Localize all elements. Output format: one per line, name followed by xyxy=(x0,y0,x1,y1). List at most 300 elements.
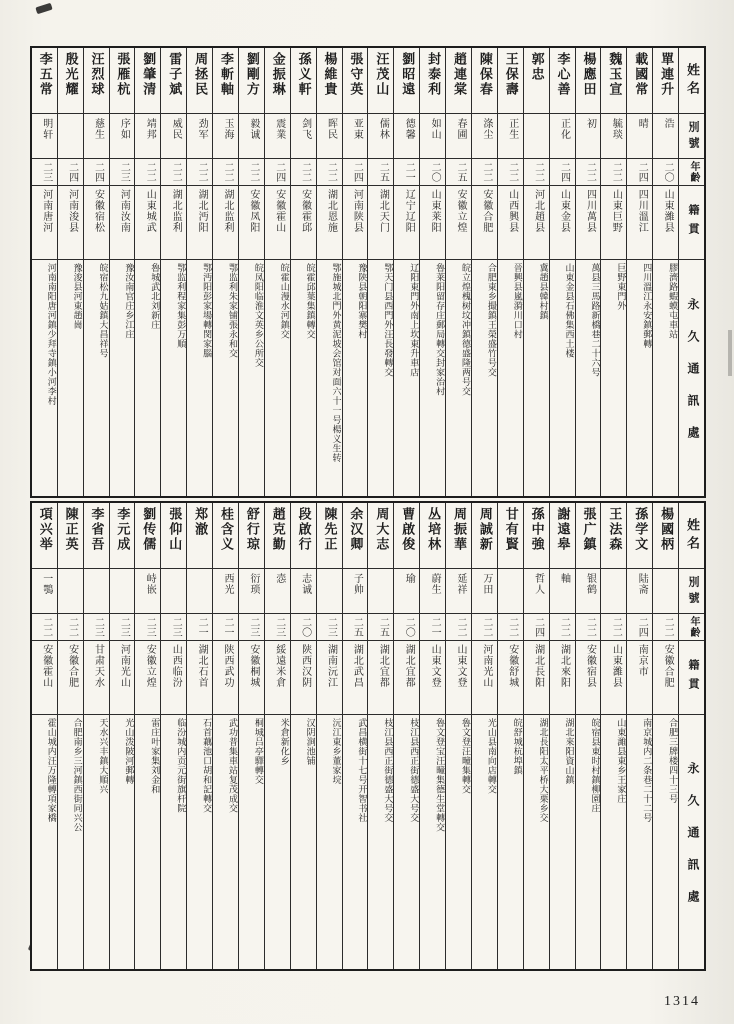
entry-name: 謝遠皋 xyxy=(555,507,571,552)
entry-age: 二四 xyxy=(627,613,652,640)
entry-origin: 湖北宜都 xyxy=(368,640,393,714)
header-label-origin: 籍貫 xyxy=(679,185,704,259)
entry-column xyxy=(575,48,601,496)
entry-alias: 蔚生 xyxy=(420,568,445,613)
entry-origin: 湖南沅江 xyxy=(317,640,342,714)
entry-column xyxy=(109,503,135,969)
entry-age: 二〇 xyxy=(394,613,419,640)
entry-origin: 安徽霍邱 xyxy=(291,185,316,259)
entry-age: 二三 xyxy=(239,613,264,640)
entry-origin: 湖北武昌 xyxy=(343,640,368,714)
entry-name: 余汉卿 xyxy=(348,507,364,552)
entry-name: 李省吾 xyxy=(89,507,105,552)
entry-origin: 湖北長阳 xyxy=(524,640,549,714)
entry-origin: 綏遠米倉 xyxy=(265,640,290,714)
entry-alias: 慈生 xyxy=(84,113,109,158)
entry-column xyxy=(316,48,342,496)
entry-age: 二五 xyxy=(446,158,471,185)
entry-age: 二二 xyxy=(32,613,57,640)
entry-origin: 安徽霍山 xyxy=(32,640,57,714)
entry-alias: 威民 xyxy=(161,113,186,158)
entry-age: 二三 xyxy=(265,613,290,640)
entry-alias: 银鹤 xyxy=(576,568,601,613)
entry-column xyxy=(471,48,497,496)
entry-address: 湖北來阳資山鎮 xyxy=(550,714,575,969)
entry-alias xyxy=(498,568,523,613)
entry-age: 二一 xyxy=(187,613,212,640)
entry-age: 二三 xyxy=(32,158,57,185)
entry-address: 皖霍山漫水河鎮交 xyxy=(265,259,290,496)
entry-age: 二二 xyxy=(576,613,601,640)
entry-alias: 子帅 xyxy=(343,568,368,613)
entry-origin: 安徽凤阳 xyxy=(239,185,264,259)
header-label-alias: 別號 xyxy=(679,568,704,613)
entry-column xyxy=(32,503,57,969)
entry-name: 李斬軸 xyxy=(218,52,234,97)
entry-origin: 安徽舒城 xyxy=(498,640,523,714)
entry-name: 楊維貴 xyxy=(322,52,338,97)
entry-alias: 剑飞 xyxy=(291,113,316,158)
entry-address: 皖宿松九姑鎮大昌祥号 xyxy=(84,259,109,496)
entry-name: 雷子斌 xyxy=(167,52,183,97)
entry-origin: 湖北石首 xyxy=(187,640,212,714)
entry-origin: 河北趙县 xyxy=(524,185,549,259)
entry-column xyxy=(290,503,316,969)
entry-age: 二四 xyxy=(627,158,652,185)
entry-address: 辽阳東門外南上坎東升車店 xyxy=(394,259,419,496)
header-label-address: 永久通訊處 xyxy=(679,259,704,496)
header-label-age: 年齡 xyxy=(679,158,704,185)
entry-age: 二五 xyxy=(368,613,393,640)
entry-column xyxy=(83,48,109,496)
entry-origin: 南京市 xyxy=(627,640,652,714)
entry-origin: 安徽合肥 xyxy=(472,185,497,259)
entry-name: 楊應田 xyxy=(581,52,597,97)
entry-column xyxy=(419,48,445,496)
entry-alias xyxy=(653,568,678,613)
entry-column xyxy=(652,503,678,969)
entry-age: 二二 xyxy=(498,613,523,640)
entry-address: 南京城内二条巷二十二号 xyxy=(627,714,652,969)
entry-column xyxy=(160,503,186,969)
entry-address: 石首藕池口胡和記轉交 xyxy=(187,714,212,969)
entry-alias: 初 xyxy=(576,113,601,158)
entry-age: 二二 xyxy=(524,158,549,185)
entry-address: 鄂天门县西門外汪長發轉交 xyxy=(368,259,393,496)
entry-origin: 湖北恩施 xyxy=(317,185,342,259)
entry-age: 二四 xyxy=(84,158,109,185)
entry-name: 劉传儒 xyxy=(141,507,157,552)
entry-age: 二二 xyxy=(291,158,316,185)
entry-name: 張广鎮 xyxy=(581,507,597,552)
entry-age: 二二 xyxy=(239,158,264,185)
entry-alias: 毅诚 xyxy=(239,113,264,158)
entry-address: 冀趙县韓村鎮 xyxy=(524,259,549,496)
entry-name: 李心善 xyxy=(555,52,571,97)
entry-address: 鄂沔阳彭家場轉閔家腦 xyxy=(187,259,212,496)
entry-alias: 西光 xyxy=(213,568,238,613)
entry-address: 魯城武北刘新庄 xyxy=(135,259,160,496)
entry-address: 皖舒城杭埠鎮 xyxy=(498,714,523,969)
entry-origin: 陕西汉阴 xyxy=(291,640,316,714)
entry-age: 二三 xyxy=(317,613,342,640)
entry-name: 周大志 xyxy=(374,507,390,552)
entry-origin: 安徽桐城 xyxy=(239,640,264,714)
entry-address: 皖宿县東时村鎮柳園庄 xyxy=(576,714,601,969)
entry-age: 二一 xyxy=(420,613,445,640)
entry-name: 陳正英 xyxy=(63,507,79,552)
entry-alias: 如山 xyxy=(420,113,445,158)
entry-origin: 湖北天门 xyxy=(368,185,393,259)
entry-origin: 安徽立煌 xyxy=(135,640,160,714)
entry-name: 王保壽 xyxy=(503,52,519,97)
directory-table-bottom xyxy=(30,501,706,971)
entry-address: 皖立煌槐树坟冲鎮德盛隆两号交 xyxy=(446,259,471,496)
entry-origin: 湖北监利 xyxy=(161,185,186,259)
entry-address: 汉阴涧池铺 xyxy=(291,714,316,969)
entry-age: 二三 xyxy=(110,613,135,640)
entry-name: 汪烈球 xyxy=(89,52,105,97)
entry-name: 曹啟俊 xyxy=(400,507,416,552)
entry-name: 李元成 xyxy=(115,507,131,552)
entry-column xyxy=(342,503,368,969)
entry-alias: 劲军 xyxy=(187,113,212,158)
entry-alias xyxy=(368,568,393,613)
entry-address: 合肥南乡三河鎮西街同兴公 xyxy=(58,714,83,969)
entry-column xyxy=(186,48,212,496)
entry-address: 枝江县西正街德盛大号交 xyxy=(394,714,419,969)
entry-origin: 河南光山 xyxy=(110,640,135,714)
entry-age: 二二 xyxy=(58,613,83,640)
entry-origin: 山東濰县 xyxy=(653,185,678,259)
entry-age: 二二 xyxy=(161,158,186,185)
entry-column xyxy=(57,503,83,969)
entry-origin: 山東文登 xyxy=(420,640,445,714)
entry-column xyxy=(134,503,160,969)
entry-alias: 正化 xyxy=(550,113,575,158)
entry-address: 光山县南向店轉交 xyxy=(472,714,497,969)
entry-alias: 涤尘 xyxy=(472,113,497,158)
entry-address: 皖霍邱葉集鎮轉交 xyxy=(291,259,316,496)
entry-address: 晉興县嵐漪川口村 xyxy=(498,259,523,496)
entry-column xyxy=(160,48,186,496)
entry-origin: 河南陕县 xyxy=(343,185,368,259)
entry-column xyxy=(134,48,160,496)
entry-address: 河南南阳唐河鎮少拜寺鎮小河李村 xyxy=(32,259,57,496)
entry-address: 沅江東乡董家垸 xyxy=(317,714,342,969)
entry-column xyxy=(83,503,109,969)
entry-name: 陳先正 xyxy=(322,507,338,552)
entry-age: 二一 xyxy=(213,613,238,640)
entry-origin: 山東濰县 xyxy=(601,640,626,714)
entry-origin: 山東金县 xyxy=(550,185,575,259)
entry-alias xyxy=(524,113,549,158)
entry-alias: 德馨 xyxy=(394,113,419,158)
entry-column xyxy=(600,48,626,496)
entry-name: 郑澈 xyxy=(193,507,209,537)
entry-address: 武昌横街十七号开智书社 xyxy=(343,714,368,969)
entry-column xyxy=(212,48,238,496)
entry-origin: 安徽宿县 xyxy=(576,640,601,714)
entry-origin: 山東城武 xyxy=(135,185,160,259)
entry-column xyxy=(342,48,368,496)
entry-address: 米倉新化乡 xyxy=(265,714,290,969)
entry-age: 二二 xyxy=(317,158,342,185)
entry-column xyxy=(393,503,419,969)
entry-column xyxy=(212,503,238,969)
entry-alias: 志诚 xyxy=(291,568,316,613)
entry-name: 趙連棠 xyxy=(451,52,467,97)
entry-name: 殷光耀 xyxy=(63,52,79,97)
entry-address: 山東濰县東乡王家庄 xyxy=(601,714,626,969)
entry-age: 二一 xyxy=(394,158,419,185)
entry-origin: 山西興县 xyxy=(498,185,523,259)
entry-alias xyxy=(317,568,342,613)
entry-age: 二四 xyxy=(343,158,368,185)
entry-alias: 悫 xyxy=(265,568,290,613)
entry-address: 武功普集車站复茂成交 xyxy=(213,714,238,969)
entry-column xyxy=(445,48,471,496)
entry-age: 二二 xyxy=(601,613,626,640)
header-column xyxy=(678,503,704,969)
entry-alias: 軸 xyxy=(550,568,575,613)
entry-alias xyxy=(58,113,83,158)
entry-address: 合肥東乡撮鎮王榮盛竹号交 xyxy=(472,259,497,496)
entry-address: 天水兴丰鎮大順兴 xyxy=(84,714,109,969)
entry-age: 二五 xyxy=(368,158,393,185)
entry-name: 趙克勤 xyxy=(270,507,286,552)
entry-age: 二四 xyxy=(550,158,575,185)
entry-name: 王法森 xyxy=(607,507,623,552)
entry-age: 二五 xyxy=(343,613,368,640)
entry-age: 二二 xyxy=(187,158,212,185)
entry-column xyxy=(238,48,264,496)
entry-age: 二二 xyxy=(446,613,471,640)
entry-origin: 河南汝南 xyxy=(110,185,135,259)
entry-origin: 河南唐河 xyxy=(32,185,57,259)
entry-column xyxy=(600,503,626,969)
entry-address: 雷庄叶家集刘金和 xyxy=(135,714,160,969)
entry-alias: 序如 xyxy=(110,113,135,158)
entry-name: 單連升 xyxy=(659,52,675,97)
entry-address: 合肥三牌楼四十三号 xyxy=(653,714,678,969)
entry-alias: 一鶚 xyxy=(32,568,57,613)
entry-address: 鄂施城北門外黄泥坡会馆对面六十一号楊义生转 xyxy=(317,259,342,496)
entry-name: 桂含义 xyxy=(218,507,234,552)
header-label-address: 永久通訊處 xyxy=(679,714,704,969)
entry-age: 二〇 xyxy=(291,613,316,640)
entry-alias: 万田 xyxy=(472,568,497,613)
entry-column xyxy=(186,503,212,969)
entry-origin: 安徽合肥 xyxy=(58,640,83,714)
entry-column xyxy=(652,48,678,496)
entry-name: 甘有賢 xyxy=(503,507,519,552)
entry-alias: 毓琰 xyxy=(601,113,626,158)
entry-alias: 明轩 xyxy=(32,113,57,158)
entry-column xyxy=(575,503,601,969)
entry-address: 鄂监利程家集彭万順 xyxy=(161,259,186,496)
entry-column xyxy=(626,503,652,969)
entry-origin: 湖北沔阳 xyxy=(187,185,212,259)
entry-name: 周拯民 xyxy=(193,52,209,97)
entry-column xyxy=(523,48,549,496)
entry-age: 二三 xyxy=(110,158,135,185)
entry-column xyxy=(316,503,342,969)
entry-name: 張雁杭 xyxy=(115,52,131,97)
directory-tables xyxy=(30,46,706,971)
entry-name: 載國常 xyxy=(633,52,649,97)
entry-alias: 亚東 xyxy=(343,113,368,158)
entry-name: 郭忠 xyxy=(529,52,545,82)
entry-origin: 四川溫江 xyxy=(627,185,652,259)
entry-column xyxy=(264,48,290,496)
entry-origin: 安徽合肥 xyxy=(653,640,678,714)
entry-name: 劉昭遠 xyxy=(400,52,416,97)
entry-age: 二二 xyxy=(576,158,601,185)
entry-address: 豫陕县朝阳寨樊村 xyxy=(343,259,368,496)
entry-name: 周誠新 xyxy=(477,507,493,552)
entry-address: 皖凤阳临淮文英乡公所交 xyxy=(239,259,264,496)
entry-origin: 湖北宜都 xyxy=(394,640,419,714)
entry-alias: 玉海 xyxy=(213,113,238,158)
entry-alias xyxy=(58,568,83,613)
entry-address: 魯文登宝汪疃集德生堂轉交 xyxy=(420,714,445,969)
entry-column xyxy=(523,503,549,969)
header-label-origin: 籍貫 xyxy=(679,640,704,714)
entry-name: 張仰山 xyxy=(167,507,183,552)
entry-age: 二二 xyxy=(472,158,497,185)
entry-column xyxy=(109,48,135,496)
entry-address: 魯文登汪疃集轉交 xyxy=(446,714,471,969)
entry-address: 桐城吕亭驛轉交 xyxy=(239,714,264,969)
entry-name: 舒行琼 xyxy=(244,507,260,552)
entry-name: 孫学文 xyxy=(633,507,649,552)
entry-name: 魏玉宣 xyxy=(607,52,623,97)
header-column xyxy=(678,48,704,496)
entry-alias xyxy=(187,568,212,613)
entry-origin: 四川萬县 xyxy=(576,185,601,259)
entry-name: 金振琳 xyxy=(270,52,286,97)
entry-origin: 安徽立煌 xyxy=(446,185,471,259)
scan-artifact xyxy=(35,3,52,15)
entry-alias: 晖民 xyxy=(317,113,342,158)
entry-age: 二〇 xyxy=(420,158,445,185)
entry-origin: 甘肃天水 xyxy=(84,640,109,714)
entry-alias: 衍琐 xyxy=(239,568,264,613)
entry-address: 霍山城内汪万隆轉項家橋 xyxy=(32,714,57,969)
entry-name: 封泰利 xyxy=(426,52,442,97)
entry-alias: 瑜 xyxy=(394,568,419,613)
entry-name: 劉肇清 xyxy=(141,52,157,97)
entry-age: 二二 xyxy=(653,613,678,640)
entry-column xyxy=(419,503,445,969)
entry-age: 二三 xyxy=(135,613,160,640)
entry-address: 临汾城内贡元街旗杆院 xyxy=(161,714,186,969)
entry-origin: 山東莱阳 xyxy=(420,185,445,259)
entry-column xyxy=(497,48,523,496)
entry-address: 巨野東門外 xyxy=(601,259,626,496)
entry-column xyxy=(57,48,83,496)
entry-alias xyxy=(110,568,135,613)
entry-alias: 陆斋 xyxy=(627,568,652,613)
entry-address: 湖北長阳太平桥大栗乡交 xyxy=(524,714,549,969)
entry-alias: 延祥 xyxy=(446,568,471,613)
entry-alias xyxy=(84,568,109,613)
entry-column xyxy=(367,503,393,969)
entry-alias: 春圃 xyxy=(446,113,471,158)
entry-origin: 山西临汾 xyxy=(161,640,186,714)
entry-alias: 浩 xyxy=(653,113,678,158)
entry-name: 周振華 xyxy=(451,507,467,552)
entry-address: 鄂监利朱家铺張永和交 xyxy=(213,259,238,496)
entry-column xyxy=(238,503,264,969)
entry-age: 二二 xyxy=(498,158,523,185)
entry-alias xyxy=(161,568,186,613)
entry-column xyxy=(497,503,523,969)
entry-name: 楊國柄 xyxy=(659,507,675,552)
entry-address: 枝江县西正街德盛大号交 xyxy=(368,714,393,969)
entry-age: 二二 xyxy=(601,158,626,185)
entry-age: 二四 xyxy=(524,613,549,640)
entry-name: 丛培林 xyxy=(426,507,442,552)
entry-name: 孫中強 xyxy=(529,507,545,552)
entry-origin: 安徽宿松 xyxy=(84,185,109,259)
entry-name: 張守英 xyxy=(348,52,364,97)
directory-table-top xyxy=(30,46,706,498)
entry-age: 二四 xyxy=(58,158,83,185)
scan-artifact xyxy=(728,330,732,376)
entry-column xyxy=(471,503,497,969)
entry-origin: 辽宁辽阳 xyxy=(394,185,419,259)
entry-address: 豫浚县河東趙崗 xyxy=(58,259,83,496)
entry-address: 山東金县石佛集西土楼 xyxy=(550,259,575,496)
entry-column xyxy=(445,503,471,969)
entry-column xyxy=(290,48,316,496)
entry-alias: 靖邦 xyxy=(135,113,160,158)
page-number: 1314 xyxy=(664,994,700,1009)
entry-name: 劉剛方 xyxy=(244,52,260,97)
entry-address: 魯莱阳留存庄郵局轉交封家治村 xyxy=(420,259,445,496)
header-label-age: 年齡 xyxy=(679,613,704,640)
entry-age: 二三 xyxy=(161,613,186,640)
entry-origin: 湖北监利 xyxy=(213,185,238,259)
entry-age: 二二 xyxy=(213,158,238,185)
entry-age: 二二 xyxy=(472,613,497,640)
entry-name: 李五常 xyxy=(37,52,53,97)
entry-address: 光山泼陂河郵轉 xyxy=(110,714,135,969)
entry-origin: 山東文登 xyxy=(446,640,471,714)
entry-address: 膠濟路蝦蟆屯車站 xyxy=(653,259,678,496)
header-label-alias: 別號 xyxy=(679,113,704,158)
entry-address: 豫汝南官庄乡江庄 xyxy=(110,259,135,496)
entry-address: 萬县三馬路新橋巷二十六号 xyxy=(576,259,601,496)
entry-origin: 山東巨野 xyxy=(601,185,626,259)
entry-column xyxy=(393,48,419,496)
entry-name: 項兴举 xyxy=(37,507,53,552)
entry-origin: 陕西武功 xyxy=(213,640,238,714)
entry-name: 孫义軒 xyxy=(296,52,312,97)
entry-alias: 峙嵌 xyxy=(135,568,160,613)
entry-name: 陳保春 xyxy=(477,52,493,97)
entry-age: 二二 xyxy=(550,613,575,640)
entry-name: 段啟行 xyxy=(296,507,312,552)
entry-column xyxy=(367,48,393,496)
entry-column xyxy=(264,503,290,969)
entry-alias xyxy=(601,568,626,613)
entry-column xyxy=(549,48,575,496)
entry-age: 二〇 xyxy=(653,158,678,185)
entry-age: 二三 xyxy=(84,613,109,640)
